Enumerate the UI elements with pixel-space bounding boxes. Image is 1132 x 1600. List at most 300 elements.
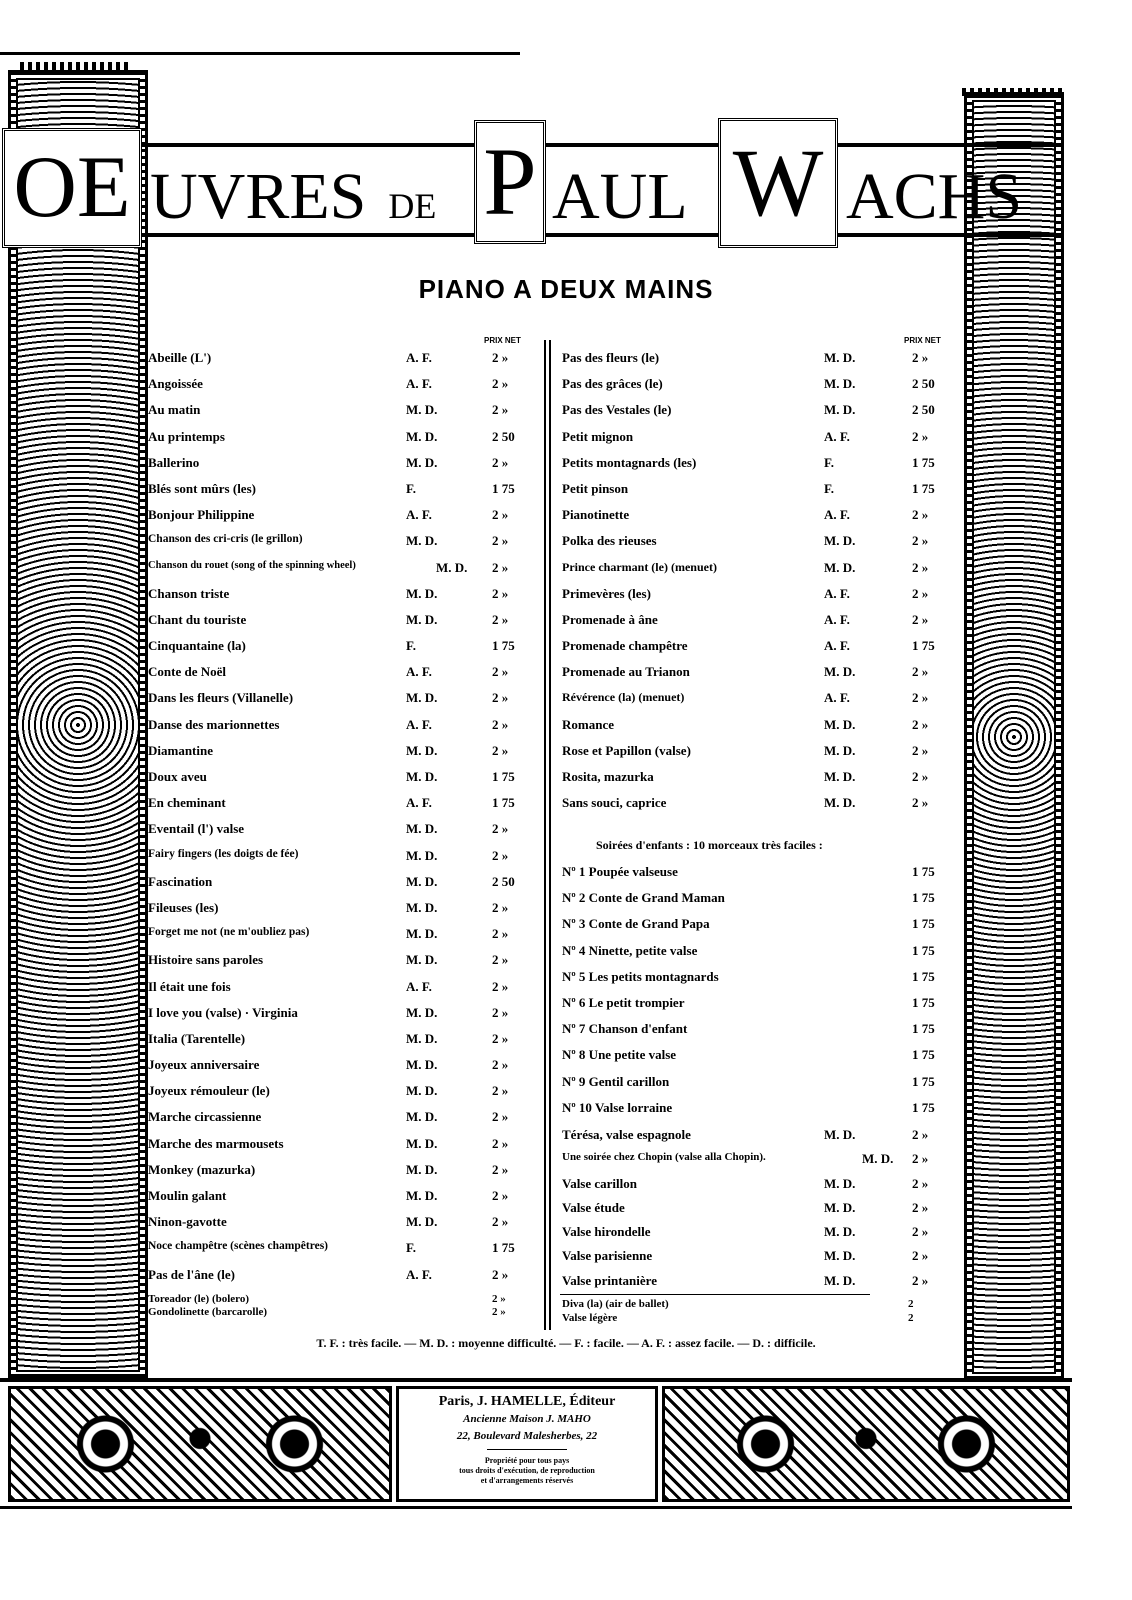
- difficulty-grade: M. D.: [406, 926, 438, 942]
- difficulty-grade: A. F.: [406, 978, 432, 994]
- entry-title: Valse parisienne: [562, 1248, 653, 1264]
- publisher-name: Paris, J. HAMELLE, Éditeur: [438, 1394, 616, 1409]
- entry-title: Rosita, mazurka: [562, 769, 654, 784]
- price: 2 »: [912, 428, 929, 444]
- catalog-entry: [148, 634, 538, 660]
- entry-title: Nº 8 Une petite valse: [562, 1047, 677, 1063]
- price: 2 »: [492, 350, 509, 365]
- catalog-entry: [148, 451, 538, 477]
- catalog-entry: [562, 477, 962, 503]
- series-entry: [562, 1017, 962, 1043]
- difficulty-grade: M. D.: [824, 769, 856, 784]
- difficulty-grade: M. D.: [406, 873, 438, 889]
- catalog-entry: [148, 686, 538, 712]
- difficulty-grade: M. D.: [406, 1214, 438, 1230]
- series-entry: [562, 1096, 962, 1122]
- entry-title: Une soirée chez Chopin (valse alla Chopin).: [562, 1151, 766, 1164]
- price: 1 75: [492, 769, 515, 784]
- difficulty-grade: M. D.: [824, 1199, 856, 1215]
- price: 2 »: [912, 1175, 929, 1191]
- catalog-entry: [562, 608, 962, 634]
- price: 1 75: [912, 890, 935, 906]
- price: 2 »: [492, 1188, 509, 1203]
- entry-title: Fileuses (les): [148, 899, 219, 915]
- price: 2 »: [912, 664, 929, 680]
- price: 2 »: [492, 1214, 509, 1230]
- price-header-left: PRIX NET: [484, 336, 521, 345]
- catalog-entry: [562, 425, 962, 451]
- catalog-entry: [562, 398, 962, 424]
- price: 2 50: [912, 376, 935, 392]
- entry-title: Valse étude: [562, 1199, 625, 1215]
- catalog-entry: [148, 1210, 538, 1236]
- price: 2 »: [912, 1199, 929, 1215]
- difficulty-grade: M. D.: [824, 533, 856, 549]
- page-heading: PIANO A DEUX MAINS: [418, 274, 714, 304]
- entry-title: Joyeux rémouleur (le): [148, 1083, 270, 1099]
- entry-title: Térésa, valse espagnole: [562, 1127, 691, 1142]
- price: 2 »: [492, 1109, 509, 1125]
- catalog-entry: [562, 1308, 962, 1322]
- entry-title: Révérence (la) (menuet): [562, 690, 685, 705]
- entry-title: Il était une fois: [148, 978, 231, 994]
- entry-title: Polka des rieuses: [562, 533, 657, 549]
- entry-title: Valse hirondelle: [562, 1224, 651, 1240]
- price: 2 »: [492, 1266, 509, 1282]
- catalog-entry: [562, 1294, 962, 1308]
- price: 2 »: [912, 1272, 929, 1288]
- entry-title: I love you (valse) · Virginia: [148, 1004, 298, 1020]
- title-achs-wrap: [846, 150, 1046, 233]
- difficulty-grade: M. D.: [824, 1224, 856, 1240]
- difficulty-grade: M. D.: [406, 847, 438, 863]
- difficulty-grade: M. D.: [824, 376, 856, 392]
- catalog-entry: [148, 477, 538, 503]
- entry-title: Eventail (l') valse: [148, 821, 245, 837]
- top-ornament-left: [20, 62, 130, 70]
- price: 2: [908, 1298, 914, 1310]
- difficulty-grade: A. F.: [406, 1266, 432, 1282]
- price: 2 50: [492, 873, 515, 889]
- difficulty-grade: M. D.: [406, 899, 438, 915]
- price: 2 »: [492, 742, 509, 758]
- price: 1 75: [912, 1047, 935, 1063]
- price: 1 75: [492, 480, 515, 496]
- price: 2 »: [912, 611, 929, 627]
- catalog-entry: [562, 713, 962, 739]
- entry-title: Petit pinson: [562, 480, 629, 496]
- entry-title: Promenade à âne: [562, 611, 658, 627]
- entry-title: Au matin: [148, 402, 201, 418]
- catalog-entry: [562, 346, 962, 372]
- entry-title: Histoire sans paroles: [148, 952, 264, 968]
- difficulty-grade: A. F.: [406, 376, 432, 392]
- price: 2 »: [492, 454, 509, 470]
- entry-title: Valse carillon: [562, 1175, 637, 1191]
- catalog-entry: [148, 1053, 538, 1079]
- difficulty-grade: M. D.: [406, 1188, 438, 1203]
- difficulty-grade: M. D.: [406, 1109, 438, 1125]
- catalog-entry: [148, 1105, 538, 1131]
- difficulty-grade: M. D.: [406, 769, 438, 784]
- catalog-entry: [562, 1269, 962, 1293]
- catalog-entry: [562, 634, 962, 660]
- catalog-entry: [562, 372, 962, 398]
- entry-title: Pas des grâces (le): [562, 376, 663, 392]
- entry-title: Pas de l'âne (le): [148, 1266, 236, 1282]
- price: 2 »: [492, 1293, 506, 1305]
- price: 2 »: [492, 847, 509, 863]
- price: 2 »: [912, 795, 929, 811]
- entry-title: Fascination: [148, 873, 213, 889]
- catalog-entry: [562, 1220, 962, 1244]
- difficulty-legend: T. F. : très facile. — M. D. : moyenne difficulté. — F. : facile. — A. F. : assez facile. — D. : difficile.: [316, 1336, 816, 1350]
- price: 2 »: [492, 611, 509, 627]
- entry-title: Nº 4 Ninette, petite valse: [562, 942, 698, 958]
- price: 2 »: [492, 664, 509, 680]
- entry-title: Danse des marionnettes: [148, 716, 280, 732]
- catalog-entry: [562, 686, 962, 712]
- catalog-entry: [562, 556, 962, 582]
- entry-title: Toreador (le) (bolero): [148, 1293, 250, 1305]
- price: 2 »: [492, 899, 509, 915]
- difficulty-grade: M. D.: [824, 742, 856, 758]
- entry-title: Chanson des cri-cris (le grillon): [148, 533, 303, 546]
- entry-title: Pas des Vestales (le): [562, 402, 672, 418]
- difficulty-grade: A. F.: [406, 350, 432, 365]
- difficulty-grade: M. D.: [436, 559, 468, 575]
- publisher-rights-2: tous droits d'exécution, de reproduction: [459, 1466, 595, 1475]
- catalog-entry: [562, 1172, 962, 1196]
- right-catalog-list: [562, 346, 962, 817]
- entry-title: Primevères (les): [562, 585, 651, 601]
- price: 1 75: [912, 968, 935, 984]
- title-w: W: [732, 129, 824, 236]
- price: 2 »: [492, 402, 509, 418]
- price: 2 »: [492, 1030, 509, 1046]
- difficulty-grade: M. D.: [406, 742, 438, 758]
- catalog-entry: [148, 844, 538, 870]
- difficulty-grade: F.: [406, 480, 416, 496]
- catalog-entry: [148, 922, 538, 948]
- entry-title: Ninon-gavotte: [148, 1214, 227, 1230]
- price: 2 »: [912, 350, 929, 365]
- title-de: DE: [388, 186, 437, 226]
- entry-title: Au printemps: [148, 428, 225, 444]
- entry-title: Romance: [562, 716, 614, 732]
- price: 2 »: [912, 559, 929, 575]
- entry-title: Fairy fingers (les doigts de fée): [148, 847, 299, 860]
- title-p: P: [483, 128, 537, 235]
- title-achs: ACHS: [846, 160, 1023, 233]
- price: 2 »: [912, 585, 929, 601]
- series-entry: [562, 1043, 962, 1069]
- price: 2 »: [912, 690, 929, 706]
- publisher-divider: [487, 1449, 567, 1450]
- entry-title: Chant du touriste: [148, 611, 247, 627]
- difficulty-grade: M. D.: [406, 611, 438, 627]
- catalog-entry: [148, 1027, 538, 1053]
- price: 2 »: [912, 507, 929, 523]
- top-rule: [0, 52, 520, 55]
- entry-title: Nº 5 Les petits montagnards: [562, 968, 719, 984]
- entry-title: Nº 9 Gentil carillon: [562, 1073, 670, 1089]
- difficulty-grade: F.: [406, 1240, 416, 1256]
- catalog-entry: [148, 817, 538, 843]
- price: 2 »: [912, 716, 929, 732]
- difficulty-grade: A. F.: [824, 690, 850, 706]
- entry-title: Marche circassienne: [148, 1109, 262, 1125]
- left-border-pattern: [16, 78, 140, 1372]
- footer-rule: [0, 1378, 1072, 1382]
- catalog-entry: [148, 660, 538, 686]
- difficulty-grade: M. D.: [406, 1057, 438, 1073]
- price: 2 »: [492, 507, 509, 523]
- difficulty-grade: M. D.: [406, 821, 438, 837]
- column-divider-2: [549, 340, 551, 1330]
- entry-title: Pas des fleurs (le): [562, 350, 660, 365]
- series-entry: [562, 912, 962, 938]
- publisher-address: 22, Boulevard Malesherbes, 22: [456, 1430, 598, 1442]
- entry-title: Nº 10 Valse lorraine: [562, 1099, 673, 1115]
- catalog-entry: [148, 503, 538, 529]
- catalog-entry: [562, 739, 962, 765]
- catalog-entry: [148, 870, 538, 896]
- catalog-entry: [148, 582, 538, 608]
- difficulty-grade: M. D.: [824, 350, 856, 365]
- entry-title: Valse printanière: [562, 1272, 657, 1288]
- price: 2 »: [492, 926, 509, 942]
- footer-ornament-right: [662, 1386, 1070, 1502]
- price: 2 »: [912, 1151, 929, 1167]
- left-catalog-list: [148, 346, 538, 1289]
- entry-title: Joyeux anniversaire: [148, 1057, 260, 1073]
- difficulty-grade: F.: [824, 480, 834, 496]
- price: 2 »: [492, 1057, 509, 1073]
- entry-title: Angoissée: [148, 376, 203, 392]
- entry-title: Monkey (mazurka): [148, 1161, 256, 1177]
- catalog-entry: [148, 1079, 538, 1105]
- difficulty-grade: A. F.: [824, 611, 850, 627]
- difficulty-grade: M. D.: [406, 1004, 438, 1020]
- difficulty-grade: A. F.: [824, 428, 850, 444]
- catalog-entry: [148, 1158, 538, 1184]
- difficulty-grade: A. F.: [824, 585, 850, 601]
- price: 2 »: [912, 769, 929, 784]
- column-divider: [544, 340, 546, 1330]
- catalog-entry: [148, 346, 538, 372]
- entry-title: Nº 6 Le petit trompier: [562, 994, 685, 1010]
- price: 2 »: [492, 1306, 506, 1318]
- left-catalog-tail: [148, 1289, 538, 1318]
- price: 1 75: [912, 1021, 935, 1037]
- catalog-entry: [148, 608, 538, 634]
- catalog-entry: [148, 1001, 538, 1027]
- catalog-entry: [148, 948, 538, 974]
- title-aul: AUL: [552, 160, 688, 233]
- series-header: Soirées d'enfants : 10 morceaux très faciles :: [596, 838, 823, 852]
- entry-title: Moulin galant: [148, 1188, 227, 1203]
- entry-title: Noce champêtre (scènes champêtres): [148, 1240, 329, 1253]
- title-uvres: UVRES: [150, 160, 367, 233]
- entry-title: Marche des marmousets: [148, 1135, 284, 1151]
- price: 1 75: [912, 916, 935, 932]
- title-box-oe: [2, 128, 142, 248]
- difficulty-grade: A. F.: [824, 638, 850, 654]
- difficulty-grade: M. D.: [406, 428, 438, 444]
- entry-title: Diamantine: [148, 742, 213, 758]
- series-entry: [562, 991, 962, 1017]
- difficulty-grade: M. D.: [406, 454, 438, 470]
- catalog-entry: [148, 1263, 538, 1289]
- difficulty-grade: M. D.: [824, 795, 856, 811]
- entry-title: Rose et Papillon (valse): [562, 742, 691, 758]
- price: 2 »: [912, 1224, 929, 1240]
- price: 1 75: [912, 864, 935, 879]
- difficulty-grade: M. D.: [824, 1248, 856, 1264]
- entry-title: Valse légère: [562, 1312, 618, 1324]
- left-border: [8, 70, 148, 1380]
- entry-title: Nº 3 Conte de Grand Papa: [562, 916, 710, 932]
- price: 2 »: [912, 533, 929, 549]
- catalog-entry: [562, 765, 962, 791]
- entry-title: Chanson du rouet (song of the spinning wheel): [148, 559, 356, 571]
- series-entry: [562, 860, 962, 886]
- catalog-entry: [148, 1236, 538, 1262]
- title-oe: OE: [13, 139, 131, 236]
- catalog-entry: [562, 791, 962, 817]
- catalog-entry: [562, 529, 962, 555]
- entry-title: Doux aveu: [148, 769, 207, 784]
- difficulty-grade: M. D.: [406, 585, 438, 601]
- difficulty-grade: M. D.: [406, 1161, 438, 1177]
- entry-title: Cinquantaine (la): [148, 638, 246, 654]
- entry-title: Sans souci, caprice: [562, 795, 667, 811]
- catalog-entry: [148, 739, 538, 765]
- entry-title: Conte de Noël: [148, 664, 226, 680]
- entry-title: Nº 7 Chanson d'enfant: [562, 1021, 688, 1037]
- price: 1 75: [912, 942, 935, 958]
- entry-title: Nº 1 Poupée valseuse: [562, 864, 678, 879]
- entry-title: Nº 2 Conte de Grand Maman: [562, 890, 725, 906]
- title-aul-wrap: [552, 150, 712, 233]
- catalog-entry: [562, 503, 962, 529]
- catalog-entry: [562, 582, 962, 608]
- catalog-entry: [562, 451, 962, 477]
- series-entry: [562, 1070, 962, 1096]
- price: 2 »: [912, 742, 929, 758]
- difficulty-grade: M. D.: [406, 533, 438, 549]
- catalog-entry: [148, 529, 538, 555]
- entry-title: Bonjour Philippine: [148, 507, 255, 523]
- price: 2 »: [492, 690, 509, 706]
- difficulty-grade: A. F.: [406, 664, 432, 680]
- catalog-entry: [148, 713, 538, 739]
- price: 2 »: [492, 1083, 509, 1099]
- series-entry: [562, 886, 962, 912]
- footer-ornament-left: [8, 1386, 392, 1502]
- price: 1 75: [912, 1073, 935, 1089]
- difficulty-grade: A. F.: [406, 716, 432, 732]
- entry-title: Pianotinette: [562, 507, 630, 523]
- title-box-w: [718, 118, 838, 248]
- difficulty-grade: A. F.: [406, 507, 432, 523]
- difficulty-grade: M. D.: [406, 1030, 438, 1046]
- entry-title: En cheminant: [148, 795, 226, 811]
- price: 2 »: [492, 533, 509, 549]
- catalog-entry: [562, 660, 962, 686]
- title-box-p: [474, 120, 546, 244]
- right-catalog-tail: [562, 1123, 962, 1293]
- series-entry: [562, 939, 962, 965]
- entry-title: Blés sont mûrs (les): [148, 480, 256, 496]
- series-entry: [562, 965, 962, 991]
- difficulty-grade: M. D.: [862, 1151, 894, 1167]
- difficulty-grade: M. D.: [406, 1135, 438, 1151]
- entry-title: Italia (Tarentelle): [148, 1030, 246, 1046]
- entry-title: Petit mignon: [562, 428, 634, 444]
- entry-title: Forget me not (ne m'oubliez pas): [148, 926, 310, 939]
- catalog-entry: [148, 398, 538, 424]
- price: 2 »: [492, 716, 509, 732]
- price: 1 75: [912, 454, 935, 470]
- difficulty-grade: M. D.: [824, 402, 856, 418]
- price: 2 »: [492, 376, 509, 392]
- price: 1 75: [492, 795, 515, 811]
- difficulty-grade: M. D.: [824, 1272, 856, 1288]
- entry-title: Dans les fleurs (Villanelle): [148, 690, 294, 706]
- price: 2 »: [912, 1127, 929, 1142]
- catalog-entry: [562, 1123, 962, 1147]
- difficulty-grade: F.: [824, 454, 834, 470]
- difficulty-grade: A. F.: [824, 507, 850, 523]
- price: 2 »: [492, 559, 509, 575]
- price: 2 »: [492, 1135, 509, 1151]
- difficulty-grade: M. D.: [824, 559, 856, 575]
- difficulty-grade: M. D.: [824, 716, 856, 732]
- catalog-entry: [148, 556, 538, 582]
- entry-title: Petits montagnards (les): [562, 454, 697, 470]
- difficulty-grade: M. D.: [406, 402, 438, 418]
- publisher-rights-1: Propriété pour tous pays: [484, 1456, 570, 1465]
- price: 2: [908, 1312, 914, 1324]
- publisher-house: Ancienne Maison J. MAHO: [463, 1413, 591, 1425]
- catalog-entry: [148, 372, 538, 398]
- price: 1 75: [492, 1240, 515, 1256]
- price: 1 75: [912, 638, 935, 654]
- difficulty-grade: M. D.: [406, 952, 438, 968]
- entry-title: Diva (la) (air de ballet): [562, 1298, 669, 1310]
- right-catalog-extra: [562, 1294, 962, 1322]
- price-header-right: PRIX NET: [904, 336, 941, 345]
- catalog-entry: [148, 1302, 538, 1318]
- difficulty-grade: F.: [406, 638, 416, 654]
- series-list: [562, 860, 962, 1122]
- price: 2 50: [492, 428, 515, 444]
- difficulty-grade: M. D.: [824, 1175, 856, 1191]
- price: 2 »: [492, 585, 509, 601]
- entry-title: Gondolinette (barcarolle): [148, 1306, 268, 1318]
- price: 2 »: [492, 1161, 509, 1177]
- price: 1 75: [912, 480, 935, 496]
- title-uvres-wrap: [150, 150, 470, 233]
- entry-title: Promenade champêtre: [562, 638, 688, 654]
- price: 2 »: [492, 821, 509, 837]
- difficulty-grade: M. D.: [406, 690, 438, 706]
- catalog-entry: [562, 1244, 962, 1268]
- price: 2 50: [912, 402, 935, 418]
- difficulty-grade: M. D.: [824, 1127, 856, 1142]
